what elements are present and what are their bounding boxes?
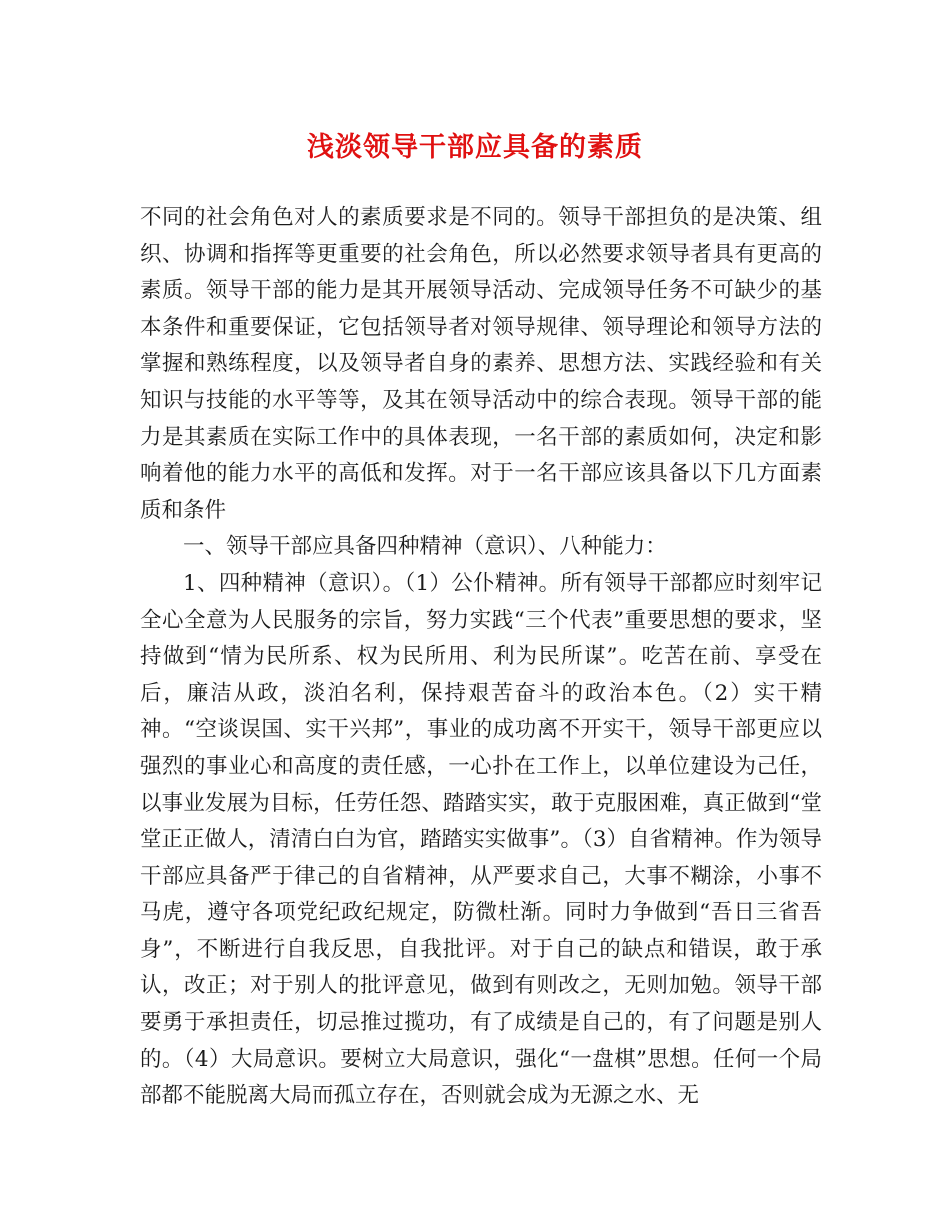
four-spirits-paragraph: 1、四种精神（意识）。（1）公仆精神。所有领导干部都应时刻牢记全心全意为人民服务的宗旨，努力实践“三个代表”重要思想的要求，坚持做到“情为民所系、权为民所用、利为民所谋”。吃苦在前、享受在后，廉洁从政，淡泊名利，保持艰苦奋斗的政治本色。（2）实干精神。“空谈误国、实干兴邦”，事业的成功离不开实干，领导干部更应以强烈的事业心和高度的责任感，一心扑在工作上，以单位建设为己任，以事业发展为目标，任劳任怨、踏踏实实，敢于克服困难，真正做到“堂堂正正做人，清清白白为官，踏踏实实做事”。（3）自省精神。作为领导干部应具备严于律己的自省精神，从严要求自己，大事不糊涂，小事不马虎，遵守各项党纪政纪规定，防微杜渐。同时力争做到“吾日三省吾身”，不断进行自我反思，自我批评。对于自己的缺点和错误，敢于承认，改正；对于别人的批评意见，做到有则改之，无则加勉。领导干部要勇于承担责任，切忌推过揽功，有了成绩是自己的，有了问题是别人的。（4）大局意识。要树立大局意识，强化“一盘棋”思想。任何一个局部都不能脱离大局而孤立存在，否则就会成为无源之水、无 — [140, 570, 822, 1109]
document-body — [140, 200, 822, 1115]
intro-paragraph: 不同的社会角色对人的素质要求是不同的。领导干部担负的是决策、组织、协调和指挥等更重要的社会角色，所以必然要求领导者具有更高的素质。领导干部的能力是其开展领导活动、完成领导任务不可缺少的基本条件和重要保证，它包括领导者对领导规律、领导理论和领导方法的掌握和熟练程度，以及领导者自身的素养、思想方法、实践经验和有关知识与技能的水平等等，及其在领导活动中的综合表现。领导干部的能力是其素质在实际工作中的具体表现，一名干部的素质如何，决定和影响着他的能力水平的高低和发挥。对于一名干部应该具备以下几方面素质和条件 — [140, 205, 822, 523]
document-title: 浅淡领导干部应具备的素质 — [307, 132, 643, 163]
section-heading-paragraph: 一、领导干部应具备四种精神（意识）、八种能力： — [183, 534, 667, 560]
